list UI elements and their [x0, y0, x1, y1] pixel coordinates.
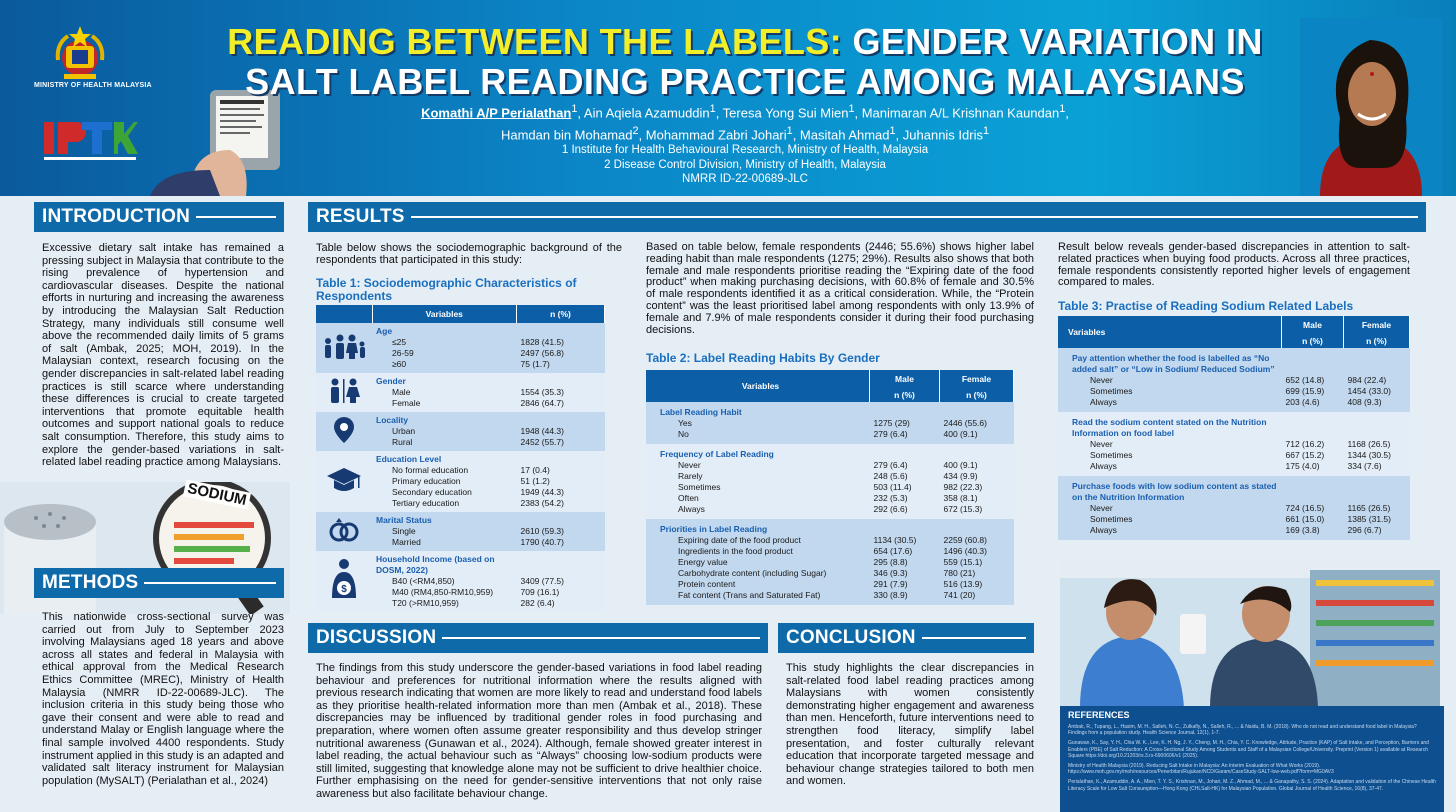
table1 [316, 305, 605, 612]
table1-group-icon-cell [316, 512, 372, 551]
reference-item: Perialathan, K., Azamuddin, A. A., Mien, T. Y. S., Krishnan, M., Johari, M. Z., Ahmad, M., ... & Ganapathy, S. S. (2024). Adaptation and validation of the Chinese Health Literacy Scale for Low Salt Consumption—Hong Kong (CHLSalt-HK) for Malaysian Population. Global Journal of Health Science, 16(8), 37-47. [1068, 779, 1436, 792]
conclusion-text: This study highlights the clear discrepancies in salt-related food label reading practices among Malaysians with women consistently demonstrating higher engagement and awareness than men. Henceforth, future interventions need to strengthen food literacy, simplify label presentation, and foster culturally relevant education that incorporate targeted message and behaviour change strategies tailored to both men and women. [786, 662, 1034, 788]
introduction-text: Excessive dietary salt intake has remained a pressing subject in Malaysia that contribute to the rising prevalence of hypertension and cardiovascular diseases. Despite the national efforts in nurturing and increasing the awareness by introducing the Malaysian Salt Reduction Strategy, many individuals still consume well above the recommended daily limits of 5 grams of salt (Ambak, 2025; MOH, 2019). In the Malaysian context, research focusing on the gender discrepancies in salt-related label reading practices is still scarce where understanding these differences is crucial to create targeted interventions that promote equitable health outcomes and support national goals to reduce salt consumption. Therefore, this study aims to explore the gender-based variations in salt-related label reading practice among Malaysians. [42, 242, 284, 469]
table3-row-label: Never [1090, 439, 1113, 449]
table1-group-row [316, 373, 605, 387]
table3-group-empty [1282, 476, 1344, 503]
table3-group-name: Read the sodium content stated on the Nutrition Information on food label [1072, 417, 1267, 438]
money-person-icon [329, 584, 359, 604]
iptk-logo-icon [42, 118, 138, 162]
rings-icon [327, 535, 361, 545]
divider [922, 637, 1026, 639]
author: , Juhannis Idris [895, 127, 983, 143]
table3-row-male: 169 (3.8) [1285, 525, 1320, 535]
table2-group-name: Priorities in Label Reading [660, 524, 768, 534]
table2-sub-male: n (%) [870, 388, 940, 402]
table3-row-female: 1165 (26.5) [1347, 503, 1391, 513]
author: , Masitah Ahmad [792, 127, 890, 143]
affil-sup: 1 [889, 125, 896, 138]
sodium-label: SODIUM [183, 479, 251, 509]
table2-row-female: 672 (15.3) [943, 504, 983, 514]
table3-group-empty [1282, 412, 1344, 439]
table2-group-row [646, 444, 1014, 460]
table2-row-male: 1275 (29) [873, 418, 910, 428]
table-row [1058, 375, 1410, 386]
table1-row-label: Single [392, 526, 416, 536]
table3-group-row [1058, 412, 1410, 439]
author: Hamdan bin Mohamad [500, 127, 633, 143]
results-middle-text: Based on table below, female respondents (2446; 55.6%) shows higher label reading habit than male respondents (1275; 29%). Results also shows that both female and male respondents prioritise reading the “Expiring date of the food product” when making purchasing decisions, with 60.8% of female and 30.5% of male respondents identified it as a critical consideration. While, the “Protein content” was the least prioritised label among respondents with only 13.9% of female and 7.9% of male respondents consider it during their food purchasing decisions. [646, 241, 1034, 336]
table2-row-label: Never [678, 460, 701, 470]
affil-sup: 1 [709, 103, 716, 115]
table-row [1058, 503, 1410, 514]
references-box [1060, 706, 1444, 812]
table2-col-female: Female [940, 370, 1014, 388]
table1-row-label: Rural [392, 437, 413, 447]
table-row [646, 546, 1014, 557]
affil-sup: 1 [571, 103, 578, 115]
reference-item: Ambak, R., Tupang, L., Hasim, M. H., Salleh, N. C., Zulkafly, N., Salleh, R., ... & Naidu, B. M. (2018). Who do not read and understand food label in Malaysia? Findings from a population study. Health Science Journal, 12(1), 1-7. [1068, 724, 1417, 737]
poster-header [0, 0, 1456, 196]
table3-row-label: Always [1090, 397, 1117, 407]
table1-group-name: Household Income (based on DOSM, 2022) [376, 554, 495, 575]
table1-group-name: Marital Status [376, 515, 432, 525]
table-row [646, 504, 1014, 519]
table2-row-female: 400 (9.1) [943, 460, 978, 470]
table1-row-value: 2383 (54.2) [520, 498, 564, 508]
table2-group-empty [870, 519, 940, 535]
table1-group-row [316, 551, 605, 576]
conclusion-title: CONCLUSION [786, 627, 916, 648]
table1-group-empty [517, 512, 605, 526]
table1-row-label: T20 (>RM10,959) [392, 598, 459, 608]
table3 [1058, 316, 1410, 540]
reference-item: Gunawan, K., Say, Y. H., Chia W. K., Lee, K. H. Ng, J. Y., Cheng, M. H., Chia, Y. C. Knowledge, Attitude, Practice (KAP) of Salt Intake, and Perception, Barriers and Enablers (PBE) of Salt Reduction: A Cross-Sectional Study Among Students and Staff of a Malaysian College/University. Preprint (Version 1) available at Research Square https://doi.org/10.21203/rs.3.rs-6900606/v1 (2025). [1068, 740, 1429, 759]
table2-group-empty [940, 519, 1014, 535]
table2-row-label: Fat content (Trans and Saturated Fat) [678, 590, 821, 600]
table1-row-label: Married [392, 537, 421, 547]
table1-group-empty [517, 412, 605, 426]
results-intro: Table below shows the sociodemographic background of the respondents that participated in this study: [316, 242, 622, 267]
affil-sup: 1 [848, 103, 855, 115]
table3-row-label: Sometimes [1090, 514, 1133, 524]
table2-row-male: 295 (8.8) [873, 557, 908, 567]
affil-sup: 1 [1059, 103, 1066, 115]
table2-row-label: Energy value [678, 557, 728, 567]
table1-caption: Table 1: Sociodemographic Characteristics of Respondents [316, 276, 577, 303]
table2-row-female: 358 (8.1) [943, 493, 978, 503]
title-line-2: SALT LABEL READING PRACTICE AMONG MALAYSIANS [245, 61, 1245, 102]
authors-line-1 [360, 100, 1130, 122]
table2-row-female: 2259 (60.8) [943, 535, 987, 545]
table3-col-female: Female [1344, 316, 1410, 334]
table2-group-empty [870, 444, 940, 460]
table-row [646, 418, 1014, 429]
table1-col-n: n (%) [517, 305, 605, 323]
table3-group-empty [1344, 476, 1410, 503]
table1-icon-header [316, 305, 372, 323]
table1-group-row [316, 412, 605, 426]
table3-sub-female: n (%) [1344, 334, 1410, 348]
table2-row-female: 982 (22.3) [943, 482, 983, 492]
table1-row-value: 282 (6.4) [520, 598, 555, 608]
discussion-title: DISCUSSION [316, 627, 437, 648]
table2-row-male: 503 (11.4) [873, 482, 912, 492]
table2-row-label: Rarely [678, 471, 703, 481]
results-right-text: Result below reveals gender-based discrepancies in attention to salt-related practices when buying food products. Across all three practices, female respondents consistently reported higher levels of engagement compared to males. [1058, 241, 1410, 289]
table2-group-name: Frequency of Label Reading [660, 449, 774, 459]
table1-row-value: 2610 (59.3) [520, 526, 564, 536]
table3-row-male: 712 (16.2) [1285, 439, 1325, 449]
table2-group-name: Label Reading Habit [660, 407, 742, 417]
table1-group-empty [517, 551, 605, 576]
table3-caption: Table 3: Practise of Reading Sodium Related Labels [1058, 299, 1354, 313]
reference-item: Ministry of Health Malaysia (2019). Reducing Salt Intake in Malaysia: An Interim Evaluation of What Works (2019). https://www.moh.gov.my/moh/resources/Penerbitan/Rujukan/NCD/Garam/CaseStudy-SALT-low-web.pdf?form=MG0AV3 [1068, 763, 1334, 776]
table1-row-label: M40 (RM4,850-RM10,959) [392, 587, 494, 597]
table2-row-female: 1496 (40.3) [943, 546, 987, 556]
affil-sup: 1 [786, 125, 793, 138]
table1-col-variables: Variables [372, 305, 517, 323]
discussion-text: The findings from this study underscore the gender-based variations in food label reading behaviour and preferences for nutritional information where the results aligned with previous research indicating that women are more likely to read and understand food labels as they prioritise health-related information more than men (Ambak et al., 2018). These discrepancies may be influenced by traditional gender roles in food purchasing and preparation, where women often assume greater responsibility and thus develop stringer nutritional awareness (Gunawan et al., 2024). Although, female showed greater interest in label reading, the actual behaviour such as “Always” choosing low-sodium products were still limited, suggesting that knowledge alone may not be sufficient to drive healthier choice. Further emphasising on the need for gender-sensitive interventions that not only raise awareness but also facilitate behaviour change. [316, 662, 762, 800]
table3-row-male: 175 (4.0) [1285, 461, 1320, 471]
table3-row-male: 652 (14.8) [1285, 375, 1325, 385]
table3-row-male: 699 (15.9) [1285, 386, 1325, 396]
references-title: REFERENCES [1068, 710, 1130, 720]
table3-row-label: Always [1090, 461, 1117, 471]
table2-row-label: No [678, 429, 689, 439]
table-row [646, 429, 1014, 444]
table1-row-value: 709 (16.1) [520, 587, 560, 597]
title-rest: GENDER VARIATION IN [842, 21, 1263, 62]
table1-row-label: Tertiary education [392, 498, 460, 508]
table2-row-male: 346 (9.3) [873, 568, 908, 578]
table2-row-male: 654 (17.6) [873, 546, 913, 556]
gender-icon [327, 396, 361, 406]
table2-row-label: Expiring date of the food product [678, 535, 801, 545]
table1-group-name: Locality [376, 415, 409, 425]
table2-row-label: Always [678, 504, 705, 514]
table1-row-value: 2497 (56.8) [520, 348, 564, 358]
table1-row-label: ≥60 [392, 359, 407, 369]
table2-row-male: 291 (7.9) [873, 579, 908, 589]
table1-row-label: ≤25 [392, 337, 407, 347]
table-row [1058, 450, 1410, 461]
table2-row-male: 232 (5.3) [873, 493, 908, 503]
table-row [1058, 397, 1410, 412]
table3-row-female: 1168 (26.5) [1347, 439, 1391, 449]
table1-row-label: No formal education [392, 465, 469, 475]
table2-header-row [646, 370, 1014, 388]
author: , Mohammad Zabri Johari [638, 127, 787, 143]
table3-row-female: 334 (7.6) [1347, 461, 1382, 471]
table-row [646, 460, 1014, 471]
table3-row-label: Always [1090, 525, 1117, 535]
table3-row-female: 1385 (31.5) [1347, 514, 1391, 524]
table2-row-male: 1134 (30.5) [873, 535, 917, 545]
table1-row-label: Female [392, 398, 421, 408]
introduction-title: INTRODUCTION [42, 206, 191, 227]
table1-group-row [316, 512, 605, 526]
table3-row-male: 661 (15.0) [1285, 514, 1325, 524]
table3-group-row [1058, 348, 1410, 375]
table3-col-male: Male [1282, 316, 1344, 334]
nmrr-id: NMRR ID-22-00689-JLC [682, 173, 808, 185]
table1-row-value: 1828 (41.5) [520, 337, 564, 347]
table-row [646, 579, 1014, 590]
table3-row-male: 667 (15.2) [1285, 450, 1325, 460]
affil-sup: 2 [632, 125, 639, 138]
table3-group-name: Pay attention whether the food is labelled as “No added salt” or “Low in Sodium/ Reduced Sodium” [1072, 353, 1275, 374]
table2-group-row [646, 402, 1014, 418]
table1-row-label: Secondary education [392, 487, 472, 497]
author-sep: , [1065, 105, 1069, 121]
table3-row-female: 984 (22.4) [1347, 375, 1387, 385]
table2-caption: Table 2: Label Reading Habits By Gender [646, 351, 880, 365]
table2-row-label: Protein content [678, 579, 736, 589]
table1-group-row [316, 323, 605, 337]
table2-row-female: 559 (15.1) [943, 557, 983, 567]
table2-group-empty [940, 444, 1014, 460]
table1-group-icon-cell [316, 551, 372, 612]
results-heading [308, 202, 1426, 232]
table1-group-empty [517, 323, 605, 337]
table1-group-icon-cell [316, 451, 372, 512]
table1-row-value: 1790 (40.7) [520, 537, 564, 547]
table1-group-empty [517, 373, 605, 387]
table2-row-label: Sometimes [678, 482, 721, 492]
table3-group-row [1058, 476, 1410, 503]
table2-row-female: 434 (9.9) [943, 471, 978, 481]
table3-group-empty [1344, 348, 1410, 375]
table1-row-label: B40 (<RM4,850) [392, 576, 455, 586]
table3-row-label: Never [1090, 503, 1113, 513]
table-row [646, 557, 1014, 568]
location-pin-icon [332, 436, 356, 446]
author-list [360, 100, 1130, 145]
table1-group-icon-cell [316, 373, 372, 412]
table2-row-label: Often [678, 493, 699, 503]
divider [442, 637, 760, 639]
table-row [646, 535, 1014, 546]
table3-row-male: 203 (4.6) [1285, 397, 1320, 407]
table2-row-female: 400 (9.1) [943, 429, 978, 439]
affiliation-2: 2 Disease Control Division, Ministry of Health, Malaysia [604, 158, 886, 171]
table1-row-value: 51 (1.2) [520, 476, 550, 486]
table2-sub-female: n (%) [940, 388, 1014, 402]
table1-group-name: Age [376, 326, 393, 336]
table-row [646, 568, 1014, 579]
table1-row-value: 1554 (35.3) [520, 387, 564, 397]
table1-row-value: 1949 (44.3) [520, 487, 564, 497]
table1-group-icon-cell [316, 412, 372, 451]
authors-line-2 [360, 122, 1130, 144]
title-highlight: READING BETWEEN THE LABELS: [227, 21, 843, 62]
table1-row-label: Urban [392, 426, 416, 436]
table1-row-value: 2452 (55.7) [520, 437, 564, 447]
table2 [646, 370, 1014, 605]
table3-row-label: Sometimes [1090, 386, 1133, 396]
table-row [1058, 386, 1410, 397]
table3-sub-male: n (%) [1282, 334, 1344, 348]
table-row [646, 493, 1014, 504]
table3-row-female: 1454 (33.0) [1347, 386, 1391, 396]
table3-row-label: Sometimes [1090, 450, 1133, 460]
table2-row-male: 279 (6.4) [873, 429, 908, 439]
table2-row-male: 248 (5.6) [873, 471, 908, 481]
table2-row-label: Yes [678, 418, 692, 428]
graduation-cap-icon [326, 486, 362, 496]
divider [144, 582, 276, 584]
table1-row-label: Primary education [392, 476, 461, 486]
ministry-label: MINISTRY OF HEALTH MALAYSIA [34, 82, 152, 89]
table-row [646, 471, 1014, 482]
table2-row-male: 279 (6.4) [873, 460, 908, 470]
divider [196, 216, 276, 218]
affiliations [450, 143, 1040, 187]
table2-row-male: 330 (8.9) [873, 590, 908, 600]
table1-group-name: Gender [376, 376, 406, 386]
author-portrait [1300, 18, 1442, 196]
table3-group-empty [1344, 412, 1410, 439]
table2-col-variables: Variables [646, 370, 870, 402]
affil-sup: 1 [982, 125, 990, 138]
table-row [1058, 514, 1410, 525]
table2-row-label: Carbohydrate content (including Sugar) [678, 568, 827, 578]
introduction-heading [34, 202, 284, 232]
table1-row-value: 3409 (77.5) [520, 576, 564, 586]
conclusion-heading [778, 623, 1034, 653]
table2-row-female: 780 (21) [943, 568, 976, 578]
table1-row-value: 1948 (44.3) [520, 426, 564, 436]
table2-group-empty [870, 402, 940, 418]
table1-row-label: 26-59 [392, 348, 414, 358]
table2-row-female: 741 (20) [943, 590, 976, 600]
nutrition-label-photo [150, 90, 300, 196]
table-row [646, 590, 1014, 605]
table-row [1058, 525, 1410, 540]
table1-group-row [316, 451, 605, 465]
table1-header-row [316, 305, 605, 323]
table2-group-empty [940, 402, 1014, 418]
table3-row-label: Never [1090, 375, 1113, 385]
table2-col-male: Male [870, 370, 940, 388]
moh-crest-icon [52, 24, 108, 80]
table3-row-male: 724 (16.5) [1285, 503, 1325, 513]
table2-row-female: 2446 (55.6) [943, 418, 987, 428]
table-row [646, 482, 1014, 493]
methods-text: This nationwide cross-sectional survey was carried out from July to September 2023 involving Malaysians aged 18 years and above across all states and federal in Malaysia with ethical approval from the Medical Research Ethics Committee (MREC), Ministry of Health Malaysia (NMRR ID-22-00689-JLC). The inclusion criteria in this study being those who gave their consent and were able to read and understand Malay or English language where the final sample involved 4400 respondents. Study instrument applied in this study is an adapted and validated salt literacy instrument for Malaysian population (MySALT) (Perialathan et al., 2024) [42, 611, 284, 787]
poster-title [160, 22, 1330, 102]
methods-heading [34, 568, 284, 598]
discussion-heading [308, 623, 768, 653]
presenting-author: Komathi A/P Perialathan [421, 105, 572, 121]
table3-group-empty [1282, 348, 1344, 375]
table3-group-name: Purchase foods with low sodium content as stated on the Nutrition Information [1072, 481, 1277, 502]
table-row [1058, 439, 1410, 450]
table2-group-row [646, 519, 1014, 535]
table-row [1058, 461, 1410, 476]
author: , Ain Aqiela Azamuddin [577, 105, 710, 121]
affiliation-1: 1 Institute for Health Behavioural Research, Ministry of Health, Malaysia [561, 144, 929, 156]
table1-row-value: 17 (0.4) [520, 465, 550, 475]
table3-row-female: 1344 (30.5) [1347, 450, 1391, 460]
table1-group-empty [517, 451, 605, 465]
divider [411, 216, 1418, 218]
table3-col-variables: Variables [1058, 316, 1282, 348]
table2-row-female: 516 (13.9) [943, 579, 983, 589]
table2-row-male: 292 (6.6) [873, 504, 908, 514]
methods-title: METHODS [42, 572, 139, 593]
shopping-couple-photo [1060, 560, 1440, 708]
table1-group-name: Education Level [376, 454, 442, 464]
table1-row-value: 75 (1.7) [520, 359, 550, 369]
table3-row-female: 296 (6.7) [1347, 525, 1382, 535]
table2-row-label: Ingredients in the food product [678, 546, 793, 556]
table3-row-female: 408 (9.3) [1347, 397, 1382, 407]
table1-group-icon-cell [316, 323, 372, 373]
results-title: RESULTS [316, 206, 405, 227]
table1-row-label: Male [392, 387, 411, 397]
table1-row-value: 2846 (64.7) [520, 398, 564, 408]
author: , Manimaran A/L Krishnan Kaundan [854, 105, 1060, 121]
table3-header-row [1058, 316, 1410, 334]
svg-text:$: $ [341, 584, 347, 595]
author: , Teresa Yong Sui Mien [715, 105, 849, 121]
family-icon [322, 352, 366, 362]
